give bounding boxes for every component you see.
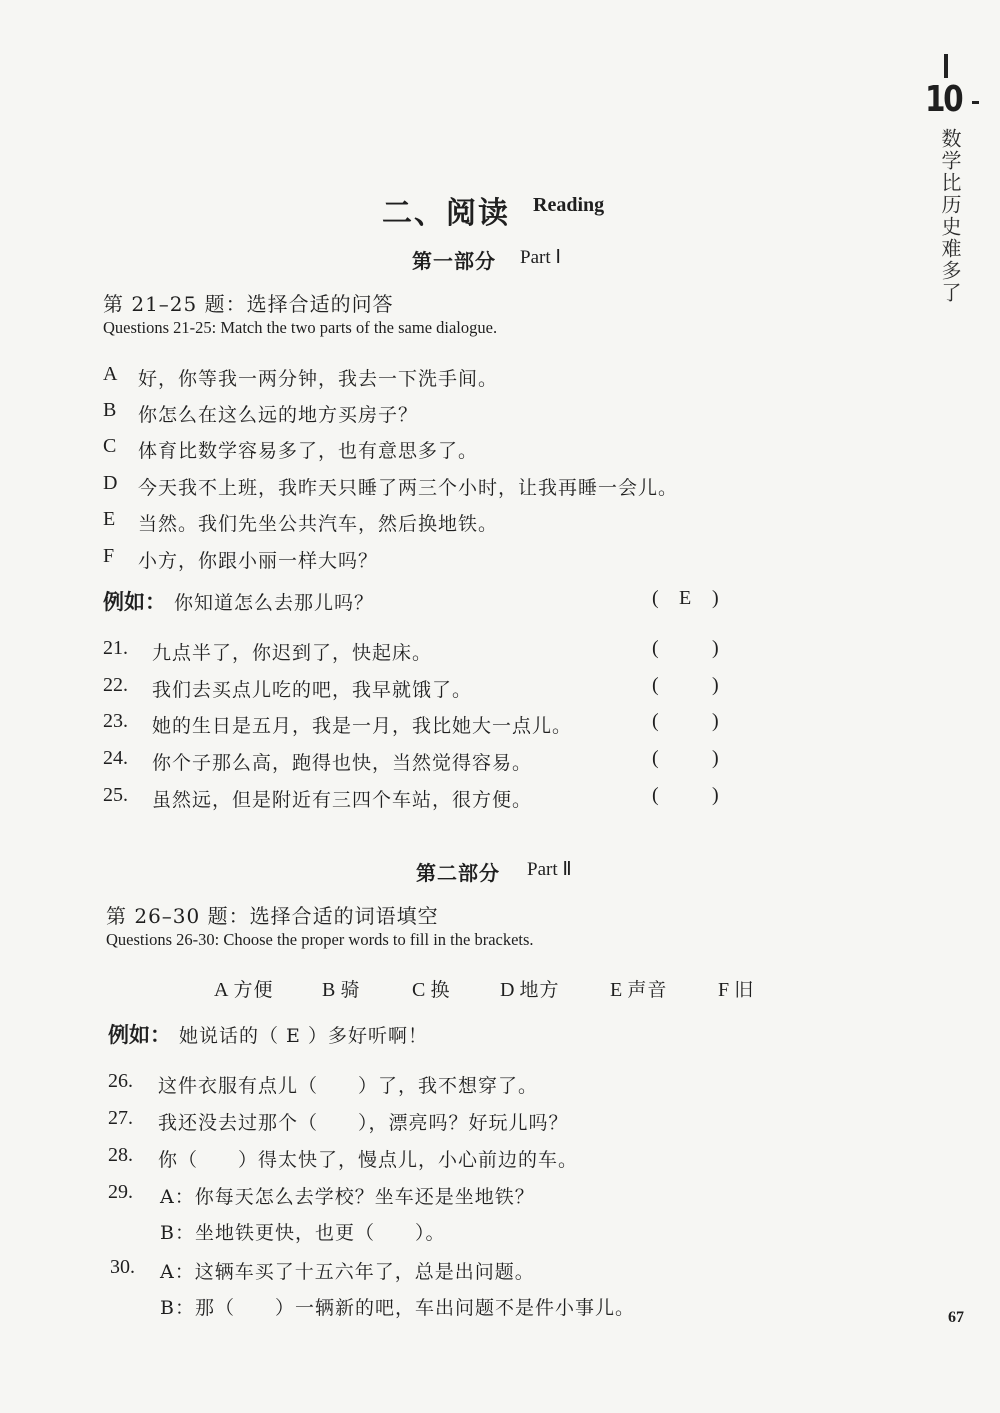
example-text: 她说话的（ E ）多好听啊！: [179, 1025, 428, 1047]
bracket-open: (: [652, 587, 659, 609]
part-2-heading-zh: 第二部分: [416, 861, 500, 885]
part-1-heading-en: Part Ⅰ: [520, 247, 561, 268]
question-text: 你个子那么高，跑得也快，当然觉得容易。: [152, 752, 533, 774]
question-number: 28.: [108, 1144, 133, 1166]
answer-bracket-open: (: [652, 710, 659, 732]
option-b-text: 你怎么在这么远的地方买房子？: [138, 404, 419, 426]
word-letter: B: [322, 979, 336, 1001]
word-letter: F: [718, 979, 730, 1001]
question-number: 23.: [103, 710, 128, 732]
word-text: 声音: [627, 979, 668, 1001]
word-bank-item: [412, 975, 450, 1002]
answer-bracket-close: ): [712, 784, 719, 806]
option-b: [103, 399, 116, 422]
option-letter: E: [103, 508, 116, 530]
example-label: 例如：: [103, 589, 166, 614]
word-bank-item: [322, 975, 360, 1002]
word-bank-item: [214, 975, 274, 1002]
word-letter: A: [214, 979, 229, 1001]
question-text: 这件衣服有点儿（ ）了，我不想穿了。: [158, 1075, 539, 1097]
word-text: 换: [430, 979, 451, 1001]
option-f-text: 小方，你跟小丽一样大吗？: [138, 550, 379, 572]
word-letter: E: [610, 979, 623, 1001]
chapter-tab-tick: [972, 101, 979, 104]
option-letter: D: [103, 472, 118, 494]
question-number: 24.: [103, 747, 128, 769]
option-letter: A: [103, 363, 118, 385]
chapter-number: 10: [925, 79, 962, 120]
option-a: [103, 363, 117, 386]
answer-bracket-open: (: [652, 784, 659, 806]
option-letter: F: [103, 545, 115, 567]
question-number: 29.: [108, 1181, 133, 1203]
part-2-instruction-zh: 第 26–30 题：选择合适的词语填空: [106, 904, 439, 928]
question-text: 你（ ）得太快了，慢点儿，小心前边的车。: [158, 1149, 579, 1171]
answer-bracket-close: ): [712, 674, 719, 696]
question-text: 我们去买点儿吃的吧，我早就饿了。: [152, 679, 473, 701]
option-d-text: 今天我不上班，我昨天只睡了两三个小时，让我再睡一会儿。: [138, 477, 679, 499]
question-text-b: B：坐地铁更快，也更（ ）。: [160, 1222, 446, 1244]
question-text-a: A：你每天怎么去学校？坐车还是坐地铁？: [160, 1186, 535, 1208]
answer-bracket-close: ): [712, 747, 719, 769]
chapter-tab-bar: [944, 54, 948, 78]
question-text: 我还没去过那个（ ），漂亮吗？好玩儿吗？: [158, 1112, 569, 1134]
question-number: 25.: [103, 784, 128, 806]
option-e: [103, 508, 115, 531]
option-letter: B: [103, 399, 117, 421]
answer-bracket-open: (: [652, 674, 659, 696]
option-c-text: 体育比数学容易多了，也有意思多了。: [138, 440, 479, 462]
option-e-text: 当然。我们先坐公共汽车，然后换地铁。: [138, 513, 499, 535]
word-text: 骑: [340, 979, 361, 1001]
option-d: [103, 472, 117, 495]
question-number: 21.: [103, 637, 128, 659]
option-c: [103, 435, 116, 458]
question-text: 九点半了，你迟到了，快起床。: [152, 642, 433, 664]
bracket-close: ): [712, 587, 719, 609]
part-2-instruction-en: Questions 26-30: Choose the proper words to fill in the brackets.: [106, 930, 534, 949]
section-title-en: Reading: [533, 194, 605, 216]
answer-bracket-open: (: [652, 747, 659, 769]
option-f: [103, 545, 114, 568]
question-text-b: B：那（ ）一辆新的吧，车出问题不是件小事儿。: [160, 1297, 635, 1319]
option-a-text: 好，你等我一两分钟，我去一下洗手间。: [138, 368, 499, 390]
example-answer: E: [679, 587, 692, 609]
part-1-heading-zh: 第一部分: [412, 249, 496, 273]
question-number: 22.: [103, 674, 128, 696]
part-2-heading-en: Part Ⅱ: [527, 859, 572, 880]
question-number: 26.: [108, 1070, 133, 1092]
word-letter: D: [500, 979, 515, 1001]
question-number: 27.: [108, 1107, 133, 1129]
part-1-instruction-en: Questions 21-25: Match the two parts of the same dialogue.: [103, 318, 498, 337]
word-bank-item: [610, 975, 667, 1002]
question-number: 30.: [110, 1256, 135, 1278]
word-letter: C: [412, 979, 426, 1001]
page-number: 67: [948, 1309, 964, 1326]
chapter-title-vertical: 数学比历史难多了: [938, 128, 962, 304]
part-1-instruction-zh: 第 21–25 题：选择合适的问答: [103, 292, 394, 316]
answer-bracket-close: ): [712, 710, 719, 732]
example-text: 你知道怎么去那儿吗？: [174, 592, 375, 614]
option-letter: C: [103, 435, 117, 457]
word-text: 旧: [734, 979, 755, 1001]
word-bank-item: [718, 975, 754, 1002]
question-text: 虽然远，但是附近有三四个车站，很方便。: [152, 789, 533, 811]
answer-bracket-close: ): [712, 637, 719, 659]
answer-bracket-open: (: [652, 637, 659, 659]
section-title-zh: 二、阅读: [382, 196, 510, 231]
question-text: 她的生日是五月，我是一月，我比她大一点儿。: [152, 715, 573, 737]
question-text-a: A：这辆车买了十五六年了，总是出问题。: [160, 1261, 535, 1283]
word-text: 地方: [519, 979, 560, 1001]
word-bank-item: [500, 975, 560, 1002]
word-text: 方便: [233, 979, 274, 1001]
example-label: 例如：: [108, 1022, 171, 1047]
